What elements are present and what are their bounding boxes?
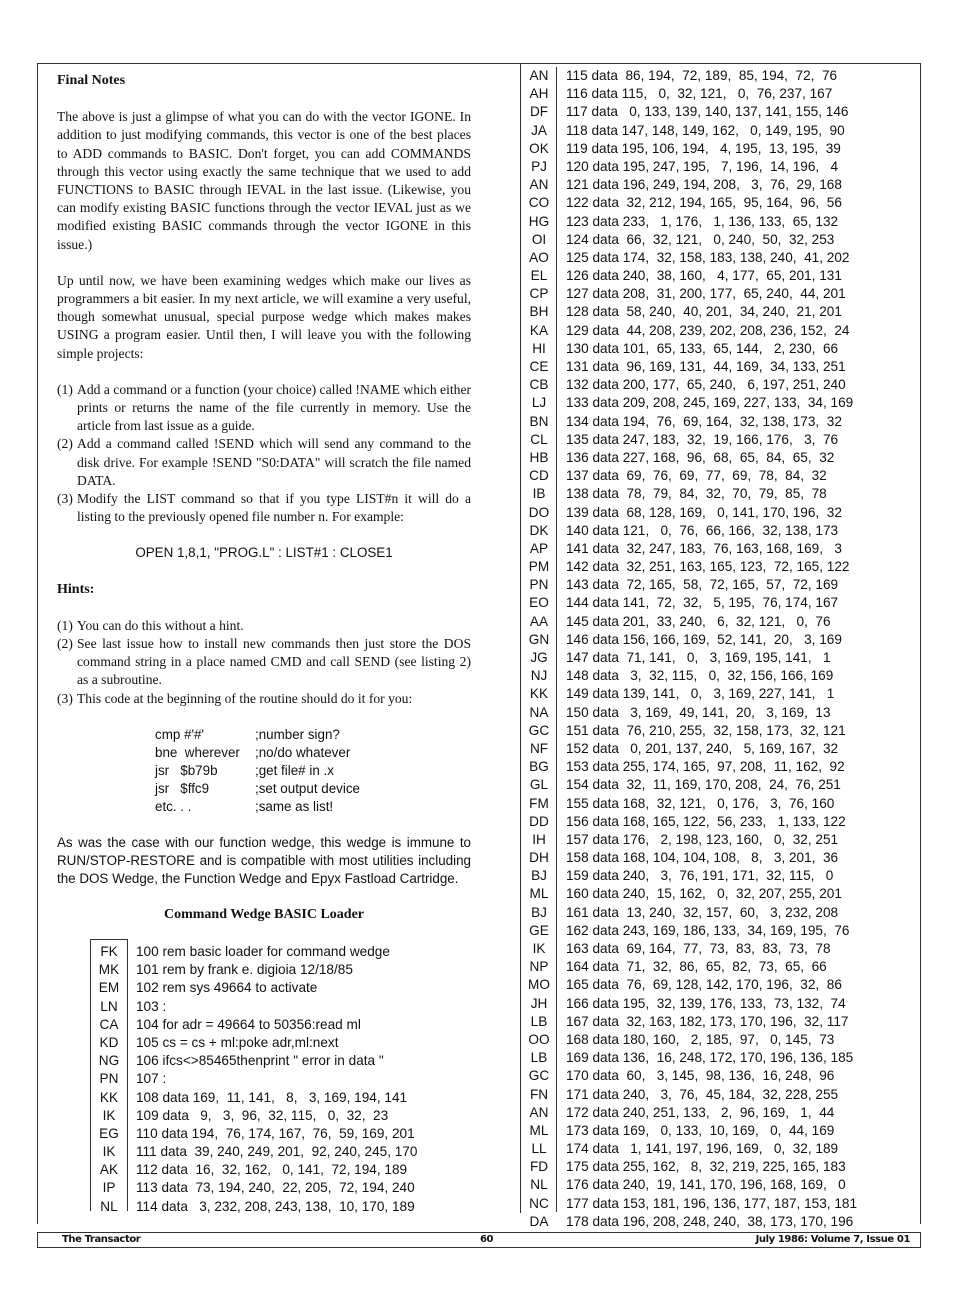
- checksum-code: EG: [99, 1125, 119, 1141]
- listing-line: [90, 1125, 417, 1143]
- listing-line: [520, 958, 857, 976]
- checksum-code: NC: [529, 1195, 549, 1211]
- issue-info: July 1986: Volume 7, Issue 01: [755, 1234, 910, 1245]
- code-line: [155, 798, 471, 816]
- project-number: (3): [57, 491, 73, 507]
- listing-line: [520, 213, 857, 231]
- basic-line: 175 data 255, 162, 8, 32, 219, 225, 165, 183: [566, 1159, 846, 1175]
- checksum-code: LL: [531, 1141, 547, 1157]
- basic-line: 161 data 13, 240, 32, 157, 60, 3, 232, 208: [566, 904, 839, 920]
- listing-line: [90, 1179, 417, 1197]
- basic-line: 108 data 169, 11, 141, 8, 3, 169, 194, 141: [136, 1089, 408, 1105]
- listing-line: [520, 813, 857, 831]
- listing-line: [520, 140, 857, 158]
- checksum-code: NF: [529, 740, 549, 756]
- checksum-code: EL: [530, 268, 548, 284]
- basic-line: 114 data 3, 232, 208, 243, 138, 10, 170, 189: [136, 1198, 415, 1214]
- basic-line: 153 data 255, 174, 165, 97, 208, 11, 162, 92: [566, 759, 845, 775]
- listing-line: [520, 1086, 857, 1104]
- basic-line: 156 data 168, 165, 122, 56, 233, 1, 133, 122: [566, 813, 846, 829]
- listing-line: [520, 376, 857, 394]
- listing-line: [520, 649, 857, 667]
- basic-line: 133 data 209, 208, 245, 169, 227, 133, 34, 169: [566, 395, 854, 411]
- listing-line: [90, 1107, 417, 1125]
- basic-line: 140 data 121, 0, 76, 66, 166, 32, 138, 173: [566, 522, 839, 538]
- code-op: jsr $ffc9: [155, 780, 210, 796]
- basic-line: 106 ifcs<>85465thenprint " error in data ": [136, 1053, 384, 1069]
- basic-line: 173 data 169, 0, 133, 10, 169, 0, 44, 169: [566, 1122, 835, 1138]
- checksum-code: LJ: [531, 395, 547, 411]
- listing-line: [520, 85, 857, 103]
- example-command: OPEN 1,8,1, "PROG.L" : LIST#1 : CLOSE1: [135, 545, 393, 561]
- checksum-code: PM: [528, 559, 550, 575]
- checksum-code: CL: [530, 431, 548, 447]
- checksum-code: DO: [528, 504, 550, 520]
- listing-line: [520, 340, 857, 358]
- checksum-code: HB: [529, 449, 549, 465]
- basic-line: 110 data 194, 76, 174, 167, 76, 59, 169, 201: [136, 1125, 415, 1141]
- basic-line: 152 data 0, 201, 137, 240, 5, 169, 167, 32: [566, 740, 839, 756]
- listing-line: [520, 249, 857, 267]
- listing-line: [90, 979, 417, 997]
- checksum-code: AN: [529, 177, 549, 193]
- hint-item: [57, 617, 471, 635]
- listing-line: [520, 285, 857, 303]
- hints-heading: Hints:: [57, 581, 95, 597]
- checksum-code: AH: [529, 86, 549, 102]
- code-comment: ;no/do whatever: [255, 744, 351, 760]
- listing-line: [520, 158, 857, 176]
- basic-line: 126 data 240, 38, 160, 4, 177, 65, 201, 131: [566, 268, 842, 284]
- basic-line: 168 data 180, 160, 2, 185, 97, 0, 145, 73: [566, 1031, 835, 1047]
- hint-text: See last issue how to install new commands then just store the DOS command string in a place named CMD and call SEND (see listing 2) as a subroutine.: [77, 636, 471, 688]
- code-op: cmp #'#': [155, 726, 205, 742]
- projects-list: [57, 381, 471, 527]
- checksum-code: IB: [532, 486, 546, 502]
- basic-line: 130 data 101, 65, 133, 65, 144, 2, 230, 66: [566, 340, 839, 356]
- basic-line: 111 data 39, 240, 249, 201, 92, 240, 245, 170: [136, 1144, 418, 1160]
- checksum-code: BH: [529, 304, 549, 320]
- basic-line: 163 data 69, 164, 77, 73, 83, 83, 73, 78: [566, 941, 831, 956]
- project-text: Add a command or a function (your choice) called !NAME which either prints or returns the name of the file currently in memory. Use the article from last issue as a guide.: [77, 381, 471, 434]
- listing-line: [520, 1176, 857, 1194]
- basic-line: 123 data 233, 1, 176, 1, 136, 133, 65, 132: [566, 213, 839, 229]
- checksum-code: AN: [529, 68, 549, 83]
- basic-line: 128 data 58, 240, 40, 201, 34, 240, 21, 201: [566, 304, 842, 320]
- checksum-code: CD: [529, 468, 549, 484]
- project-item: [57, 490, 471, 526]
- checksum-code: AA: [529, 613, 549, 629]
- checksum-code: KK: [529, 686, 549, 702]
- paragraph-3: As was the case with our function wedge, this wedge is immune to RUN/STOP-RESTORE and is compatible with most utilities including the DOS Wedge, the Function Wedge and Epyx Fastload Cartridge.: [57, 834, 471, 886]
- checksum-code: BJ: [531, 868, 547, 884]
- checksum-code: CB: [529, 377, 549, 393]
- listing-line: [520, 704, 857, 722]
- basic-line: 122 data 32, 212, 194, 165, 95, 164, 96, 56: [566, 195, 842, 211]
- checksum-code: KK: [99, 1089, 119, 1105]
- checksum-code: MK: [98, 962, 120, 978]
- listing-line: [520, 1213, 857, 1231]
- basic-line: 117 data 0, 133, 139, 140, 137, 141, 155, 146: [566, 104, 849, 120]
- listing-line: [520, 358, 857, 376]
- basic-line: 112 data 16, 32, 162, 0, 141, 72, 194, 189: [136, 1162, 408, 1178]
- code-comment: ;number sign?: [255, 726, 340, 742]
- checksum-code: HG: [528, 213, 550, 229]
- basic-line: 139 data 68, 128, 169, 0, 141, 170, 196, 32: [566, 504, 842, 520]
- checksum-code: LB: [530, 1050, 548, 1066]
- checksum-code: CO: [528, 195, 550, 211]
- checksum-code: FN: [529, 1086, 549, 1102]
- basic-line: 143 data 72, 165, 58, 72, 165, 57, 72, 169: [566, 577, 839, 593]
- listing-line: [520, 1122, 857, 1140]
- listing-line: [520, 1013, 857, 1031]
- basic-line: 136 data 227, 168, 96, 68, 65, 84, 65, 32: [566, 449, 835, 465]
- listing-line: [520, 1049, 857, 1067]
- checksum-code: NJ: [530, 668, 548, 684]
- basic-line: 154 data 32, 11, 169, 170, 208, 24, 76, 251: [566, 777, 841, 793]
- checksum-code: FD: [529, 1159, 549, 1175]
- basic-line: 176 data 240, 19, 141, 170, 196, 168, 169, 0: [566, 1177, 846, 1193]
- basic-listing-left: [90, 943, 417, 1216]
- listing-line: [520, 1158, 857, 1176]
- listing-line: [520, 576, 857, 594]
- checksum-code: IP: [102, 1180, 116, 1196]
- listing-line: [520, 449, 857, 467]
- basic-line: 155 data 168, 32, 121, 0, 176, 3, 76, 160: [566, 795, 835, 811]
- listing-line: [90, 943, 417, 961]
- basic-line: 142 data 32, 251, 163, 165, 123, 72, 165, 122: [566, 559, 850, 575]
- checksum-code: ML: [529, 886, 549, 902]
- listing-line: [520, 231, 857, 249]
- project-text: Add a command called !SEND which will send any command to the disk drive. For example !SEND "S0:DATA" will scratch the file named DATA.: [77, 436, 471, 488]
- checksum-code: EM: [98, 980, 120, 996]
- hint-number: (2): [57, 636, 73, 652]
- checksum-code: GC: [528, 722, 550, 738]
- basic-line: 138 data 78, 79, 84, 32, 70, 79, 85, 78: [566, 486, 827, 502]
- hint-item: [57, 690, 471, 708]
- project-text: Modify the LIST command so that if you type LIST#n it will do a listing to the previously opened file number n. For example:: [77, 491, 471, 525]
- hints-list: [57, 617, 471, 708]
- hint-number: (3): [57, 690, 73, 706]
- final-notes-heading: Final Notes: [57, 73, 126, 88]
- listing-line: [520, 267, 857, 285]
- checksum-code: CE: [529, 359, 549, 374]
- checksum-code: AN: [529, 1104, 549, 1120]
- listing-line: [520, 795, 857, 813]
- page-number: 60: [480, 1234, 494, 1245]
- basic-line: 178 data 196, 208, 248, 240, 38, 173, 170, 196: [566, 1213, 854, 1229]
- checksum-code: OO: [528, 1031, 550, 1047]
- project-item: [57, 381, 471, 436]
- project-number: (2): [57, 436, 73, 452]
- listing-line: [90, 1034, 417, 1052]
- listing-line: [520, 522, 857, 540]
- basic-line: 132 data 200, 177, 65, 240, 6, 197, 251, 240: [566, 377, 846, 393]
- listing-line: [520, 1031, 857, 1049]
- checksum-code: BG: [529, 759, 549, 775]
- hint-item: [57, 635, 471, 690]
- checksum-code: HI: [532, 340, 546, 356]
- project-item: [57, 435, 471, 490]
- listing-line: [520, 103, 857, 121]
- basic-line: 149 data 139, 141, 0, 3, 169, 227, 141, 1: [566, 686, 835, 702]
- listing-line: [520, 467, 857, 485]
- basic-line: 151 data 76, 210, 255, 32, 158, 173, 32, 121: [566, 722, 846, 738]
- basic-line: 115 data 86, 194, 72, 189, 85, 194, 72, 76: [566, 68, 838, 83]
- listing-line: [520, 413, 857, 431]
- listing-line: [90, 1143, 417, 1161]
- checksum-code: CP: [529, 286, 549, 302]
- listing-line: [90, 1016, 417, 1034]
- hint-text: This code at the beginning of the routine should do it for you:: [77, 690, 413, 706]
- checksum-code: AK: [99, 1162, 119, 1178]
- listing-line: [520, 740, 857, 758]
- checksum-code: EO: [529, 595, 549, 611]
- listing-line: [520, 1104, 857, 1122]
- basic-line: 167 data 32, 163, 182, 173, 170, 196, 32, 117: [566, 1013, 849, 1029]
- checksum-code: KA: [529, 322, 549, 338]
- basic-line: 116 data 115, 0, 32, 121, 0, 76, 237, 167: [566, 86, 833, 102]
- listing-line: [520, 194, 857, 212]
- checksum-code: KD: [99, 1034, 119, 1050]
- paragraph-1: The above is just a glimpse of what you can do with the vector IGONE. In addition to just modifying commands, this vector is one of the best places to ADD commands to BASIC. Don't forget, you can add COMMANDS through this vector using exactly the same technique that we used to add FUNCTIONS to BASIC through IEVAL in the last issue. (Likewise, you can modify existing BASIC functions through the vector IEVAL just as we modified existing BASIC commands through the vector IGONE in this issue.): [57, 109, 471, 252]
- code-comment: ;get file# in .x: [255, 762, 334, 778]
- listing-line: [520, 504, 857, 522]
- checksum-code: DD: [529, 813, 549, 829]
- basic-line: 113 data 73, 194, 240, 22, 205, 72, 194, 240: [136, 1180, 415, 1196]
- hint-text: You can do this without a hint.: [77, 617, 244, 633]
- checksum-code: ML: [529, 1122, 549, 1138]
- basic-line: 127 data 208, 31, 200, 177, 65, 240, 44, 201: [566, 286, 846, 302]
- magazine-name: The Transactor: [62, 1234, 141, 1245]
- basic-line: 177 data 153, 181, 196, 136, 177, 187, 153, 181: [566, 1195, 858, 1211]
- listing-line: [90, 961, 417, 979]
- basic-line: 148 data 3, 32, 115, 0, 32, 156, 166, 169: [566, 668, 834, 684]
- checksum-code: IH: [532, 831, 546, 847]
- listing-line: [520, 631, 857, 649]
- basic-line: 170 data 60, 3, 145, 98, 136, 16, 248, 96: [566, 1068, 835, 1084]
- basic-line: 171 data 240, 3, 76, 45, 184, 32, 228, 255: [566, 1086, 839, 1102]
- code-op: jsr $b79b: [155, 762, 218, 778]
- basic-line: 134 data 194, 76, 69, 164, 32, 138, 173, 32: [566, 413, 842, 429]
- listing-line: [520, 176, 857, 194]
- checksum-code: PN: [99, 1071, 119, 1087]
- basic-line: 101 rem by frank e. digioia 12/18/85: [136, 962, 353, 978]
- basic-line: 100 rem basic loader for command wedge: [136, 944, 390, 959]
- hint-number: (1): [57, 617, 73, 633]
- page-footer: [37, 1232, 921, 1248]
- listing-line: [520, 1067, 857, 1085]
- checksum-code: AP: [529, 540, 549, 556]
- basic-line: 137 data 69, 76, 69, 77, 69, 78, 84, 32: [566, 468, 827, 484]
- listing-line: [90, 1161, 417, 1179]
- checksum-code: NG: [98, 1053, 120, 1069]
- checksum-code: NP: [529, 959, 549, 975]
- checksum-code: BJ: [531, 904, 547, 920]
- basic-line: 174 data 1, 141, 197, 196, 169, 0, 32, 189: [566, 1141, 839, 1157]
- listing-line: [520, 867, 857, 885]
- checksum-code: JG: [530, 650, 548, 665]
- basic-line: 159 data 240, 3, 76, 191, 171, 32, 115, 0: [566, 868, 834, 884]
- listing-line: [520, 1140, 857, 1158]
- checksum-code: NL: [100, 1198, 118, 1214]
- basic-line: 120 data 195, 247, 195, 7, 196, 14, 196, 4: [566, 158, 839, 174]
- listing-line: [520, 303, 857, 321]
- basic-line: 172 data 240, 251, 133, 2, 96, 169, 1, 44: [566, 1104, 835, 1120]
- loader-title: Command Wedge BASIC Loader: [163, 906, 365, 922]
- code-line: [155, 744, 471, 762]
- listing-line: [90, 1198, 417, 1216]
- listing-line: [90, 1089, 417, 1107]
- basic-line: 162 data 243, 169, 186, 133, 34, 169, 195, 76: [566, 922, 850, 938]
- paragraph-2: Up until now, we have been examining wedges which make our lives as programmers a bit easier. In my next article, we will examine a very useful, though somewhat unusual, special purpose wedge which makes makes USING a program easier. Until then, I will leave you with the following simple projects:: [57, 272, 471, 361]
- basic-line: 119 data 195, 106, 194, 4, 195, 13, 195, 39: [566, 140, 841, 156]
- checksum-code: JH: [530, 995, 548, 1011]
- basic-line: 158 data 168, 104, 104, 108, 8, 3, 201, 36: [566, 850, 839, 866]
- checksum-code: OI: [531, 231, 547, 247]
- basic-line: 146 data 156, 166, 169, 52, 141, 20, 3, 169: [566, 631, 842, 647]
- article-column: [57, 72, 471, 924]
- checksum-code: PN: [529, 577, 549, 593]
- checksum-code: NA: [529, 704, 549, 720]
- basic-line: 107 :: [136, 1071, 167, 1087]
- checksum-code: NL: [530, 1177, 548, 1193]
- basic-line: 144 data 141, 72, 32, 5, 195, 76, 174, 167: [566, 595, 839, 611]
- basic-line: 103 :: [136, 998, 167, 1014]
- checksum-code: GN: [528, 631, 550, 647]
- basic-line: 124 data 66, 32, 121, 0, 240, 50, 32, 253: [566, 231, 835, 247]
- listing-line: [520, 122, 857, 140]
- basic-line: 164 data 71, 32, 86, 65, 82, 73, 65, 66: [566, 959, 827, 975]
- basic-line: 147 data 71, 141, 0, 3, 169, 195, 141, 1: [566, 650, 831, 665]
- basic-line: 157 data 176, 2, 198, 123, 160, 0, 32, 251: [566, 831, 839, 847]
- code-op: bne wherever: [155, 744, 240, 760]
- listing-line: [520, 904, 857, 922]
- code-line: [155, 780, 471, 798]
- listing-line: [520, 594, 857, 612]
- listing-line: [520, 685, 857, 703]
- basic-line: 150 data 3, 169, 49, 141, 20, 3, 169, 13: [566, 704, 831, 720]
- assembly-code-snippet: [155, 726, 471, 816]
- code-line: [155, 726, 471, 744]
- listing-line: [520, 995, 857, 1013]
- checksum-code: IK: [532, 941, 546, 956]
- listing-line: [520, 758, 857, 776]
- checksum-code: PJ: [531, 158, 547, 174]
- checksum-code: LB: [530, 1013, 548, 1029]
- listing-line: [520, 722, 857, 740]
- listing-line: [520, 540, 857, 558]
- checksum-code: OK: [529, 140, 549, 156]
- listing-line: [520, 831, 857, 849]
- checksum-code: FM: [529, 795, 549, 811]
- listing-line: [520, 667, 857, 685]
- basic-line: 104 for adr = 49664 to 50356:read ml: [136, 1016, 361, 1032]
- checksum-code: BN: [529, 413, 549, 429]
- basic-line: 121 data 196, 249, 194, 208, 3, 76, 29, 168: [566, 177, 842, 193]
- listing-line: [520, 394, 857, 412]
- code-comment: ;same as list!: [255, 798, 334, 814]
- checksum-code: IK: [102, 1107, 116, 1123]
- listing-line: [90, 1070, 417, 1088]
- listing-line: [520, 322, 857, 340]
- basic-line: 105 cs = cs + ml:poke adr,ml:next: [136, 1034, 339, 1050]
- listing-line: [520, 67, 857, 85]
- listing-line: [520, 431, 857, 449]
- checksum-code: CA: [99, 1016, 119, 1032]
- listing-line: [90, 1052, 417, 1070]
- listing-line: [90, 998, 417, 1016]
- listing-line: [520, 940, 857, 958]
- basic-line: 166 data 195, 32, 139, 176, 133, 73, 132, 74: [566, 995, 846, 1011]
- basic-line: 165 data 76, 69, 128, 142, 170, 196, 32, 86: [566, 977, 842, 993]
- basic-listing-right: [520, 67, 857, 1231]
- basic-line: 145 data 201, 33, 240, 6, 32, 121, 0, 76: [566, 613, 831, 629]
- checksum-code: GL: [529, 777, 549, 793]
- basic-line: 109 data 9, 3, 96, 32, 115, 0, 32, 23: [136, 1107, 389, 1123]
- checksum-code: FK: [100, 944, 118, 959]
- listing-line: [520, 849, 857, 867]
- checksum-code: DA: [529, 1213, 549, 1229]
- checksum-code: DK: [529, 522, 549, 538]
- checksum-code: GC: [528, 1068, 550, 1084]
- checksum-code: GE: [529, 922, 549, 938]
- checksum-code: IK: [102, 1144, 116, 1160]
- basic-line: 131 data 96, 169, 131, 44, 169, 34, 133, 251: [566, 359, 846, 374]
- listing-line: [520, 558, 857, 576]
- listing-line: [520, 613, 857, 631]
- listing-line: [520, 922, 857, 940]
- basic-line: 169 data 136, 16, 248, 172, 170, 196, 136, 185: [566, 1050, 854, 1066]
- listing-line: [520, 976, 857, 994]
- project-number: (1): [57, 381, 73, 397]
- listing-line: [520, 1195, 857, 1213]
- checksum-code: MO: [528, 977, 550, 993]
- basic-line: 135 data 247, 183, 32, 19, 166, 176, 3, 76: [566, 431, 839, 447]
- basic-line: 160 data 240, 15, 162, 0, 32, 207, 255, 201: [566, 886, 842, 902]
- basic-line: 118 data 147, 148, 149, 162, 0, 149, 195, 90: [566, 122, 845, 138]
- listing-line: [520, 885, 857, 903]
- listing-line: [520, 485, 857, 503]
- code-op: etc. . .: [155, 798, 192, 814]
- basic-line: 125 data 174, 32, 158, 183, 138, 240, 41, 202: [566, 249, 850, 265]
- checksum-code: DH: [529, 850, 549, 866]
- checksum-code: JA: [531, 122, 547, 138]
- code-line: [155, 762, 471, 780]
- checksum-code: AO: [529, 249, 549, 265]
- basic-line: 102 rem sys 49664 to activate: [136, 980, 318, 996]
- basic-line: 129 data 44, 208, 239, 202, 208, 236, 152, 24: [566, 322, 850, 338]
- checksum-code: LN: [100, 998, 118, 1014]
- checksum-code: DF: [529, 104, 549, 120]
- basic-line: 141 data 32, 247, 183, 76, 163, 168, 169, 3: [566, 540, 842, 556]
- code-comment: ;set output device: [255, 780, 360, 796]
- listing-line: [520, 776, 857, 794]
